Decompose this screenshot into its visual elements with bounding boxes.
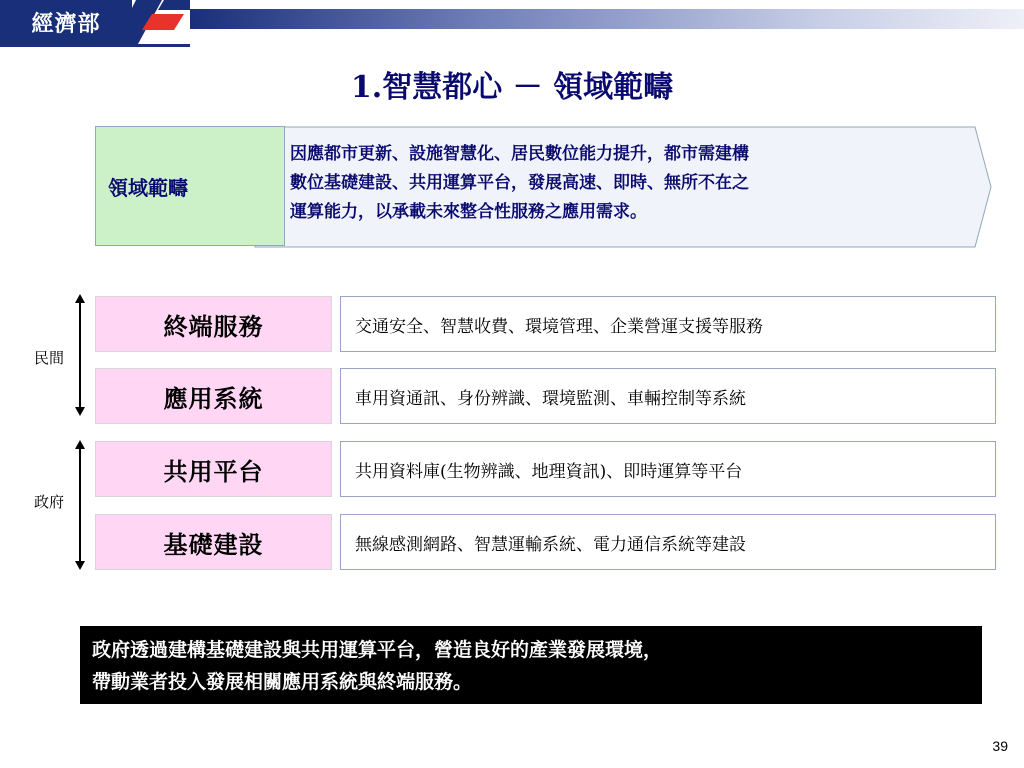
row-desc-text: 共用資料庫(生物辨識、地理資訊)、即時運算等平台 [355,461,743,482]
scope-label-text: 領域範疇 [108,175,188,200]
page-title: 1.智慧都心 － 領域範疇 [350,70,674,105]
scope-line: 運算能力，以承載未來整合性服務之應用需求。 [290,202,647,222]
row-label-infrastructure [95,514,332,570]
row-label-text: 終端服務 [163,311,264,341]
row-desc-text: 車用資通訊、身份辨識、環境監測、車輛控制等系統 [355,388,746,409]
row-desc-terminal-services [340,296,996,352]
row-desc-text: 無線感測網路、智慧運輸系統、電力通信系統等建設 [355,534,746,555]
side-label-government: 政府 [33,493,64,511]
row-desc-text: 交通安全、智慧收費、環境管理、企業營運支援等服務 [355,316,763,337]
row-label-text: 基礎建設 [163,529,264,559]
page-number: 39 [992,738,1008,754]
side-label-private: 民間 [33,349,64,367]
ministry-logo [0,0,132,44]
scope-line: 數位基礎建設、共用運算平台，發展高速、即時、無所不在之 [290,173,749,193]
scope-line: 因應都市更新、設施智慧化、居民數位能力提升，都市需建構 [290,144,749,164]
row-desc-application-systems [340,368,996,424]
row-label-application-systems [95,368,332,424]
row-label-text: 應用系統 [163,383,264,413]
row-desc-infrastructure [340,514,996,570]
summary-line: 政府透過建構基礎建設與共用運算平台，營造良好的產業發展環境， [92,639,663,661]
summary-box [80,626,982,704]
row-label-shared-platforms [95,441,332,497]
ministry-emblem-icon [132,0,190,44]
header-underline [0,44,190,47]
scope-label [95,126,285,246]
scope-description [290,140,980,227]
row-label-terminal-services [95,296,332,352]
row-desc-shared-platforms [340,441,996,497]
ministry-logo-text: 經濟部 [31,11,101,37]
row-label-text: 共用平台 [163,456,264,486]
header-gradient-bar [190,9,1024,29]
summary-line: 帶動業者投入發展相關應用系統與終端服務。 [92,671,473,693]
